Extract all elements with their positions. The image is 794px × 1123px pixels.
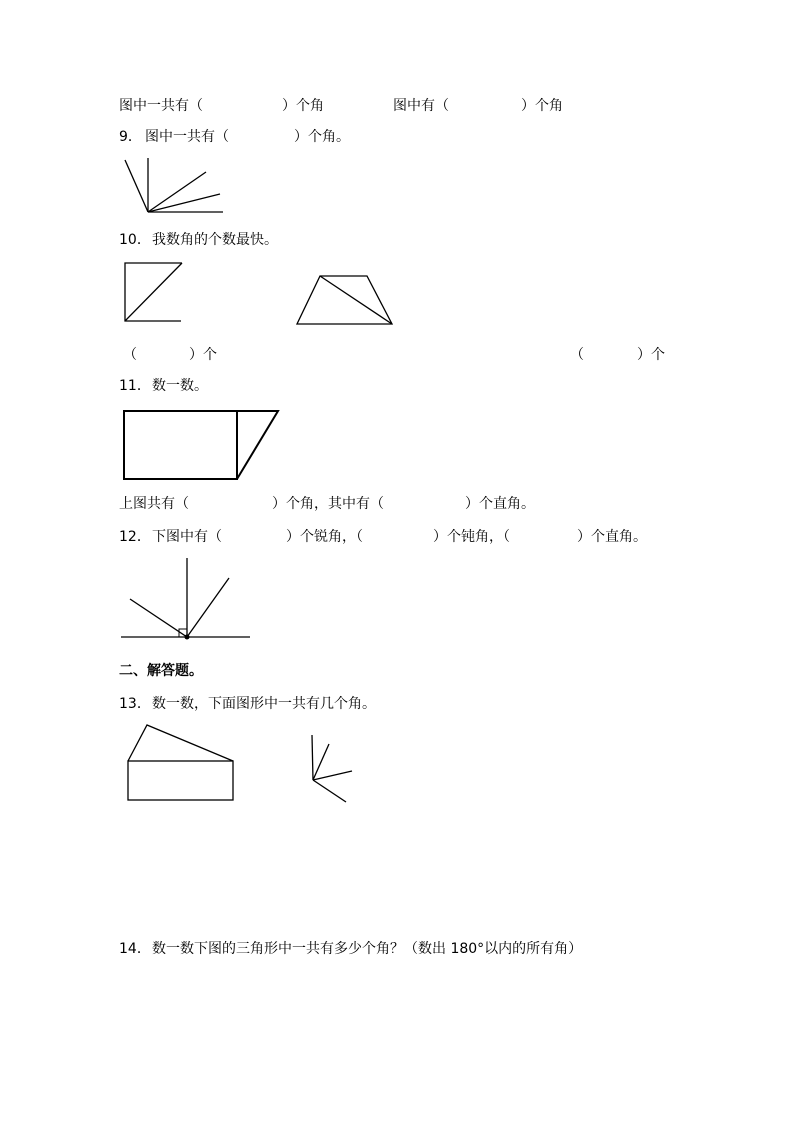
q10-trapezoid-outline — [297, 276, 392, 324]
q14-text: 数一数下图的三角形中一共有多少个角？（数出 180°以内的所有角） — [152, 941, 583, 957]
q12-part4: ）个直角。 — [577, 529, 647, 545]
q12-angle-figure — [115, 552, 260, 647]
q10-square-diagonal — [125, 263, 182, 321]
q13-number: 13． — [119, 696, 151, 712]
q10-answer-right-close: ）个 — [637, 347, 665, 363]
section-2-title: 二、解答题。 — [119, 663, 203, 679]
q11-answer-part3: ）个直角。 — [465, 496, 535, 512]
q13-ray-upper-right — [313, 744, 329, 780]
q12-number: 12． — [119, 529, 151, 545]
q8-left-suffix: ）个角 — [282, 98, 324, 114]
q10-square-figure — [115, 255, 195, 330]
q12-left-ray — [130, 599, 187, 637]
q9-angle-fan-figure — [110, 150, 240, 220]
q13-house-rectangle — [128, 761, 233, 800]
q13-ray-up — [312, 735, 313, 780]
q11-answer-part2: ）个角，其中有（ — [272, 496, 384, 512]
q8-left-prefix: 图中一共有（ — [119, 98, 203, 114]
q8-right-suffix: ）个角 — [521, 98, 563, 114]
q9-prefix: 图中一共有（ — [145, 129, 229, 145]
q10-trapezoid-diagonal — [320, 276, 392, 324]
q10-number: 10． — [119, 232, 151, 248]
q10-answer-left-open: （ — [123, 347, 137, 363]
q12-part1: 下图中有（ — [152, 529, 222, 545]
q10-text: 我数角的个数最快。 — [152, 232, 278, 248]
q9-ray-steep — [148, 172, 206, 212]
q11-rectangle-parallelogram-figure — [118, 404, 288, 486]
q9-ray-shallow — [148, 194, 220, 212]
q11-slanted-part — [237, 411, 278, 479]
q10-answer-left-close: ）个 — [189, 347, 217, 363]
q13-fan-figure — [304, 728, 364, 808]
q11-number: 11． — [119, 378, 151, 394]
q11-rectangle — [124, 411, 237, 479]
q8-right-prefix: 图中有（ — [393, 98, 449, 114]
q13-text: 数一数，下面图形中一共有几个角。 — [152, 696, 376, 712]
q13-house-roof — [128, 725, 233, 761]
q11-text: 数一数。 — [152, 378, 208, 394]
q12-part2: ）个锐角，（ — [286, 529, 363, 545]
q11-answer-part1: 上图共有（ — [119, 496, 189, 512]
q12-part3: ）个钝角，（ — [433, 529, 510, 545]
q14-number: 14． — [119, 941, 151, 957]
q9-ray-left — [125, 160, 148, 212]
q13-ray-down — [313, 780, 346, 802]
q12-vertex-dot — [185, 635, 190, 640]
q10-answer-right-open: （ — [570, 347, 584, 363]
q12-right-ray — [187, 578, 229, 637]
q9-number: 9． — [119, 129, 142, 145]
q10-trapezoid-figure — [290, 268, 400, 330]
q9-suffix: ）个角。 — [294, 129, 350, 145]
q13-house-figure — [122, 718, 242, 808]
q13-ray-right — [313, 771, 352, 780]
